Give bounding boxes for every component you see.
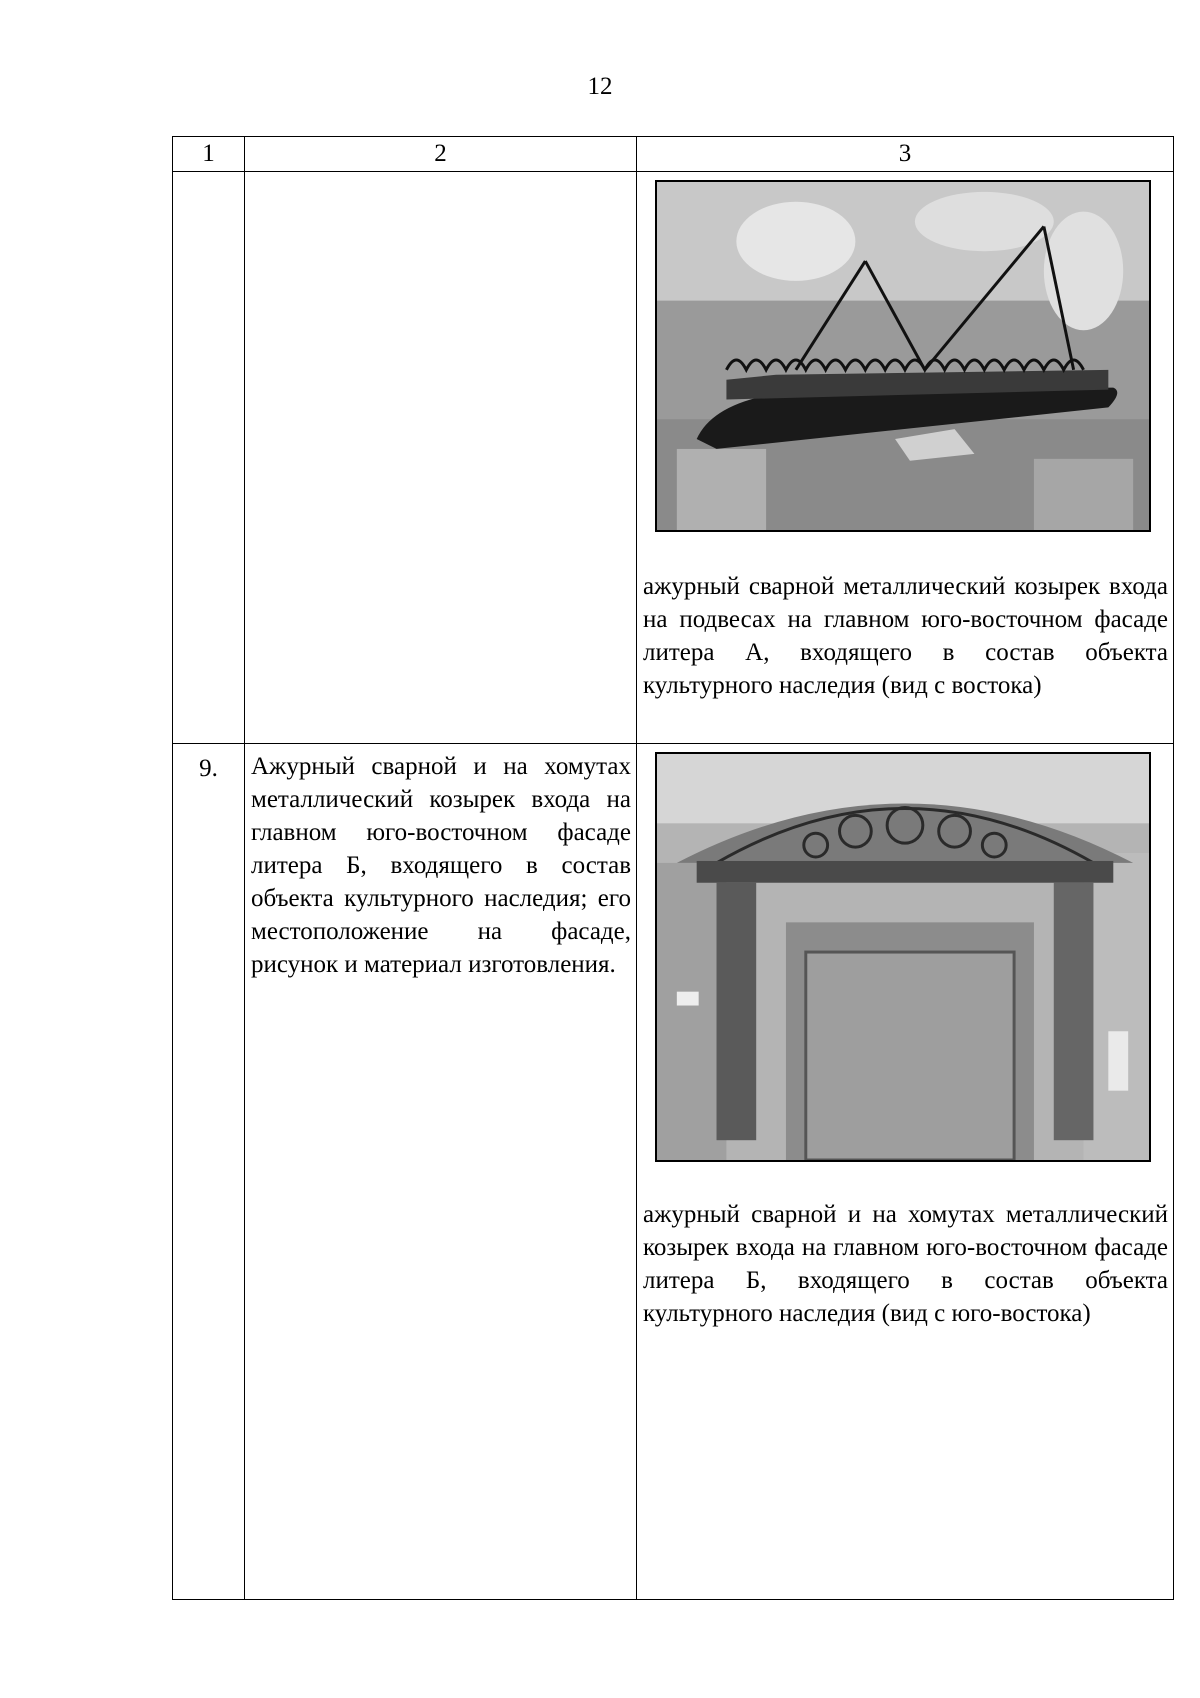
photo-cell	[637, 172, 1174, 744]
table-row	[173, 744, 1174, 1600]
photo-canopy-on-hangers-icon	[655, 180, 1151, 532]
header-cell-3: 3	[637, 137, 1174, 172]
table-row	[173, 172, 1174, 744]
header-cell-2: 2	[245, 137, 637, 172]
page-number: 12	[587, 73, 613, 100]
photo-caption: ажурный сварной и на хомутах металлический козырек входа на главном юго-восточном фасаде литера Б, входящего в состав объекта культурного наследия (вид с юго-востока)	[643, 1201, 1168, 1327]
row-number	[173, 172, 245, 744]
photo-canopy-on-clamps-icon	[655, 752, 1151, 1162]
photo-caption: ажурный сварной металлический козырек входа на подвесах на главном юго-восточном фасаде литера А, входящего в состав объекта культурного наследия (вид с востока)	[643, 573, 1168, 699]
heritage-table	[172, 136, 1174, 1600]
row-number: 9.	[173, 744, 245, 1600]
table-header-row	[173, 137, 1174, 172]
row-description: Ажурный сварной и на хомутах металлический козырек входа на главном юго-восточном фасаде литера Б, входящего в состав объекта культурного наследия; его местоположение на фасаде, рисунок и материал изготовления.	[245, 744, 637, 1600]
row-description	[245, 172, 637, 744]
header-cell-1: 1	[173, 137, 245, 172]
photo-cell	[637, 744, 1174, 1600]
